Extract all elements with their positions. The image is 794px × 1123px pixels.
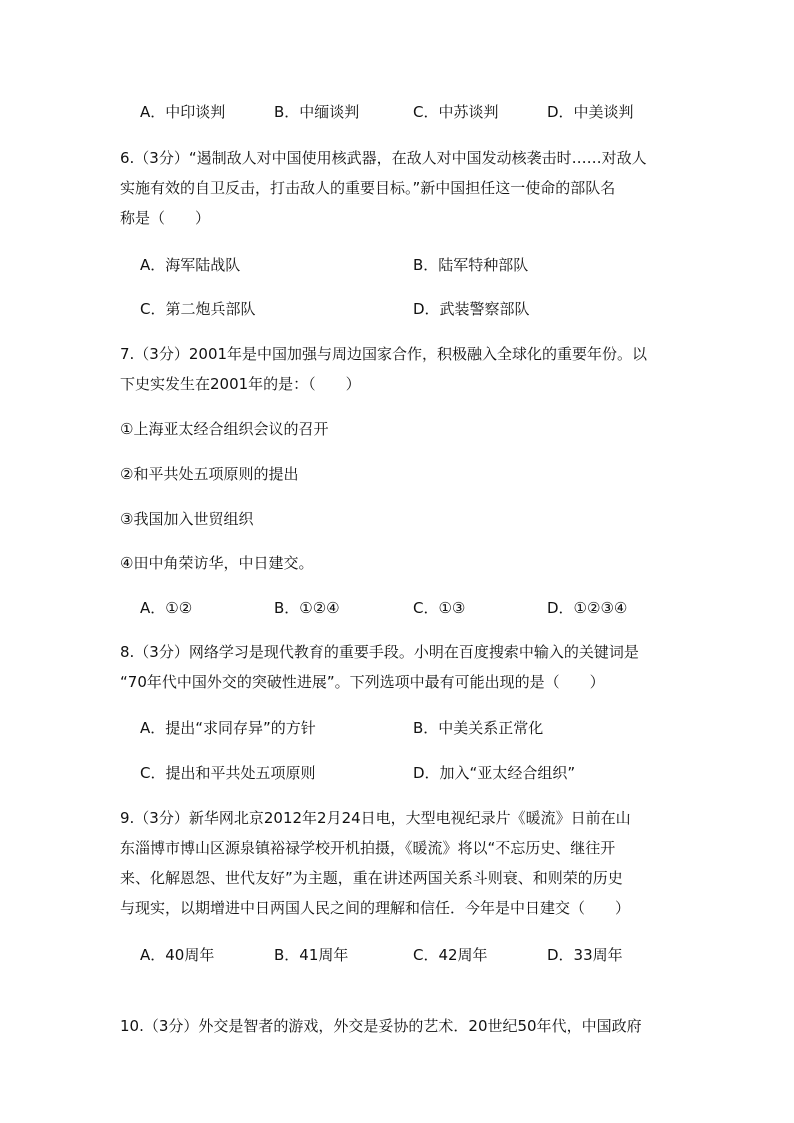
question-stem-line: 下史实发生在2001年的是：（ ） bbox=[120, 375, 361, 393]
option-b: B．中美关系正常化 bbox=[413, 719, 544, 737]
option-a: A．海军陆战队 bbox=[140, 256, 241, 274]
question-stem-line: 实施有效的自卫反击，打击敌人的重要目标。”新中国担任这一使命的部队名 bbox=[120, 179, 616, 197]
question-stem-line: 10.（3分）外交是智者的游戏，外交是妥协的艺术．20世纪50年代，中国政府 bbox=[120, 1017, 642, 1035]
question-stem-line: “70年代中国外交的突破性进展”。下列选项中最有可能出现的是（ ） bbox=[120, 673, 605, 691]
option-b: B．中缅谈判 bbox=[274, 103, 360, 121]
option-d: D．中美谈判 bbox=[547, 103, 634, 121]
question-stem-line: 称是（ ） bbox=[120, 209, 211, 227]
option-d: D．①②③④ bbox=[547, 599, 628, 617]
question-stem-line: 6.（3分）“遏制敌人对中国使用核武器，在敌人对中国发动核袭击时……对敌人 bbox=[120, 149, 647, 167]
option-b: B．41周年 bbox=[274, 946, 349, 964]
option-a: A．中印谈判 bbox=[140, 103, 226, 121]
question-stem-line: 7.（3分）2001年是中国加强与周边国家合作，积极融入全球化的重要年份。以 bbox=[120, 345, 648, 363]
question-stem-line: 9.（3分）新华网北京2012年2月24日电，大型电视纪录片《暖流》日前在山 bbox=[120, 809, 631, 827]
question-stem-line: 来、化解恩怨、世代友好”为主题，重在讲述两国关系斗则衰、和则荣的历史 bbox=[120, 869, 623, 887]
statement-item: ②和平共处五项原则的提出 bbox=[120, 465, 299, 483]
option-c: C．①③ bbox=[413, 599, 466, 617]
option-c: C．提出和平共处五项原则 bbox=[140, 764, 316, 782]
option-b: B．陆军特种部队 bbox=[413, 256, 529, 274]
option-c: C．第二炮兵部队 bbox=[140, 300, 256, 318]
option-c: C．42周年 bbox=[413, 946, 488, 964]
statement-item: ①上海亚太经合组织会议的召开 bbox=[120, 420, 329, 438]
option-d: D．武装警察部队 bbox=[413, 300, 530, 318]
option-c: C．中苏谈判 bbox=[413, 103, 499, 121]
option-a: A．①② bbox=[140, 599, 193, 617]
option-d: D．33周年 bbox=[547, 946, 623, 964]
question-stem-line: 与现实，以期增进中日两国人民之间的理解和信任．今年是中日建交（ ） bbox=[120, 899, 631, 917]
option-a: A．40周年 bbox=[140, 946, 215, 964]
statement-item: ③我国加入世贸组织 bbox=[120, 510, 254, 528]
option-d: D．加入“亚太经合组织” bbox=[413, 764, 576, 782]
question-stem-line: 东淄博市博山区源泉镇裕禄学校开机拍摄，《暖流》将以“不忘历史、继往开 bbox=[120, 839, 616, 857]
question-stem-line: 8.（3分）网络学习是现代教育的重要手段。小明在百度搜索中输入的关键词是 bbox=[120, 643, 639, 661]
statement-item: ④田中角荣访华，中日建交。 bbox=[120, 554, 314, 572]
option-a: A．提出“求同存异”的方针 bbox=[140, 719, 316, 737]
option-b: B．①②④ bbox=[274, 599, 340, 617]
